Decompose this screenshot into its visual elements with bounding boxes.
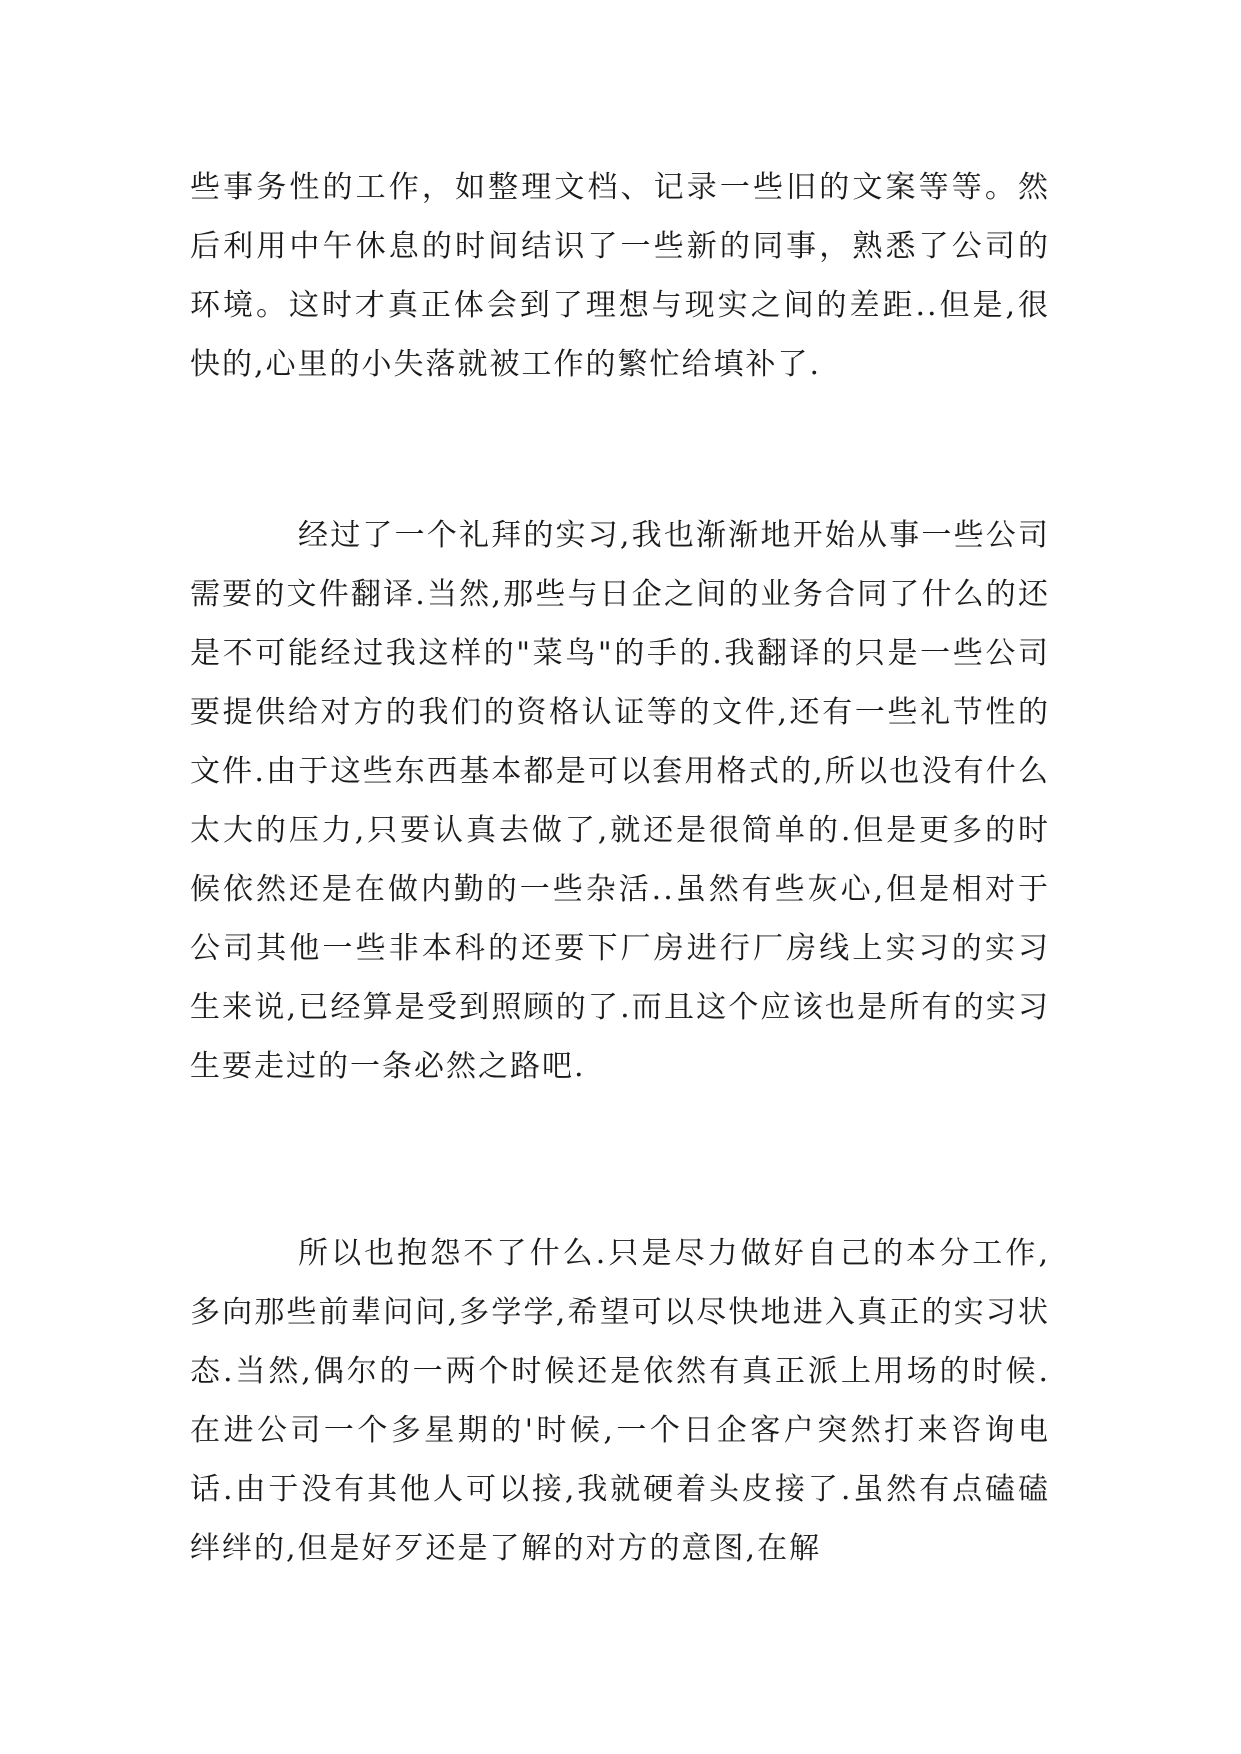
paragraph-3: 所以也抱怨不了什么.只是尽力做好自己的本分工作,多向那些前辈问问,多学学,希望可以尽快地进入真正的实习状态.当然,偶尔的一两个时候还是依然有真正派上用场的时候.在进公司一个多星期的'时候,一个日企客户突然打来咨询电话.由于没有其他人可以接,我就硬着头皮接了.虽然有点磕磕绊绊的,但是好歹还是了解的对方的意图,在解 bbox=[190, 1236, 1050, 1566]
paragraph-1: 些事务性的工作，如整理文档、记录一些旧的文案等等。然后利用中午休息的时间结识了一些新的同事，熟悉了公司的环境。这时才真正体会到了理想与现实之间的差距..但是,很快的,心里的小失落就被工作的繁忙给填补了. bbox=[190, 170, 1050, 382]
paragraph-2: 经过了一个礼拜的实习,我也渐渐地开始从事一些公司需要的文件翻译.当然,那些与日企之间的业务合同了什么的还是不可能经过我这样的"菜鸟"的手的.我翻译的只是一些公司要提供给对方的我们的资格认证等的文件,还有一些礼节性的文件.由于这些东西基本都是可以套用格式的,所以也没有什么太大的压力,只要认真去做了,就还是很简单的.但是更多的时候依然还是在做内勤的一些杂活..虽然有些灰心,但是相对于公司其他一些非本科的还要下厂房进行厂房线上实习的实习生来说,已经算是受到照顾的了.而且这个应该也是所有的实习生要走过的一条必然之路吧. bbox=[190, 518, 1050, 1084]
